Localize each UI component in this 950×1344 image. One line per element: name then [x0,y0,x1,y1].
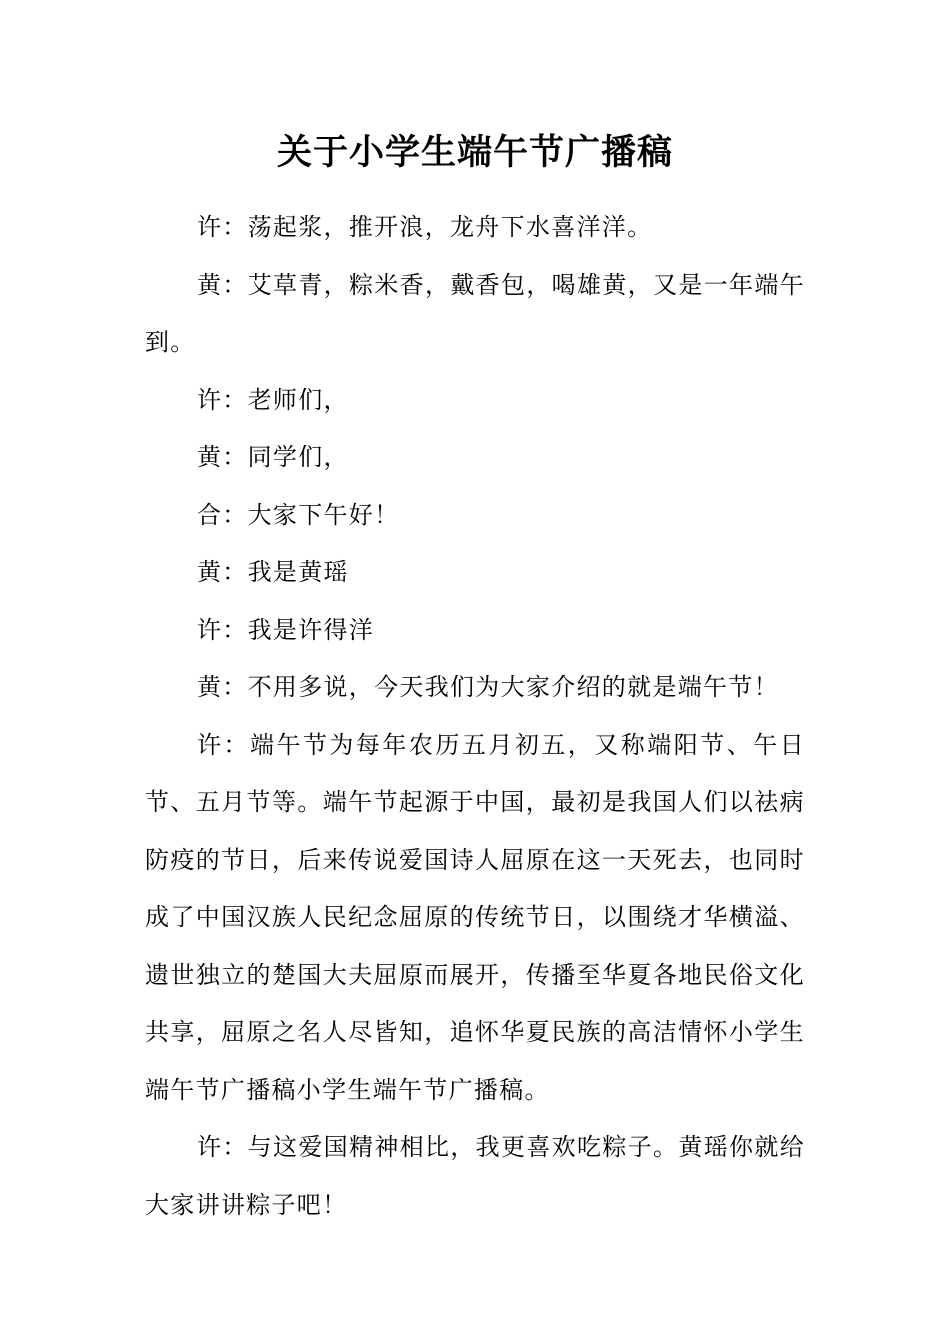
paragraph: 黄：我是黄瑶 [197,558,349,586]
paragraph: 许：端午节为每年农历五月初五，又称端阳节、午日节、五月节等。端午节起源于中国，最初是我国人们以祛病防疫的节日，后来传说爱国诗人屈原在这一天死去，也同时成了中国汉族人民纪念屈原的传统节日，以围绕才华横溢、遗世独立的楚国大夫屈原而展开，传播至华夏各地民俗文化共享，屈原之名人尽皆知，追怀华夏民族的高洁情怀小学生端午节广播稿小学生端午节广播稿。 [145,730,805,1104]
paragraph: 黄：不用多说，今天我们为大家介绍的就是端午节！ [197,673,779,701]
document-body [145,199,805,1234]
paragraph: 黄：艾草青，粽米香，戴香包，喝雄黄，又是一年端午到。 [145,270,805,356]
paragraph: 许：与这爱国精神相比，我更喜欢吃粽子。黄瑶你就给大家讲讲粽子吧！ [145,1133,805,1219]
paragraph: 许：荡起浆，推开浪，龙舟下水喜洋洋。 [197,213,653,241]
document-title: 关于小学生端午节广播稿 [276,132,673,173]
paragraph: 许：我是许得洋 [197,615,375,644]
paragraph: 合：大家下午好！ [197,500,400,529]
paragraph: 许：老师们， [197,385,349,414]
paragraph: 黄：同学们， [197,443,349,471]
